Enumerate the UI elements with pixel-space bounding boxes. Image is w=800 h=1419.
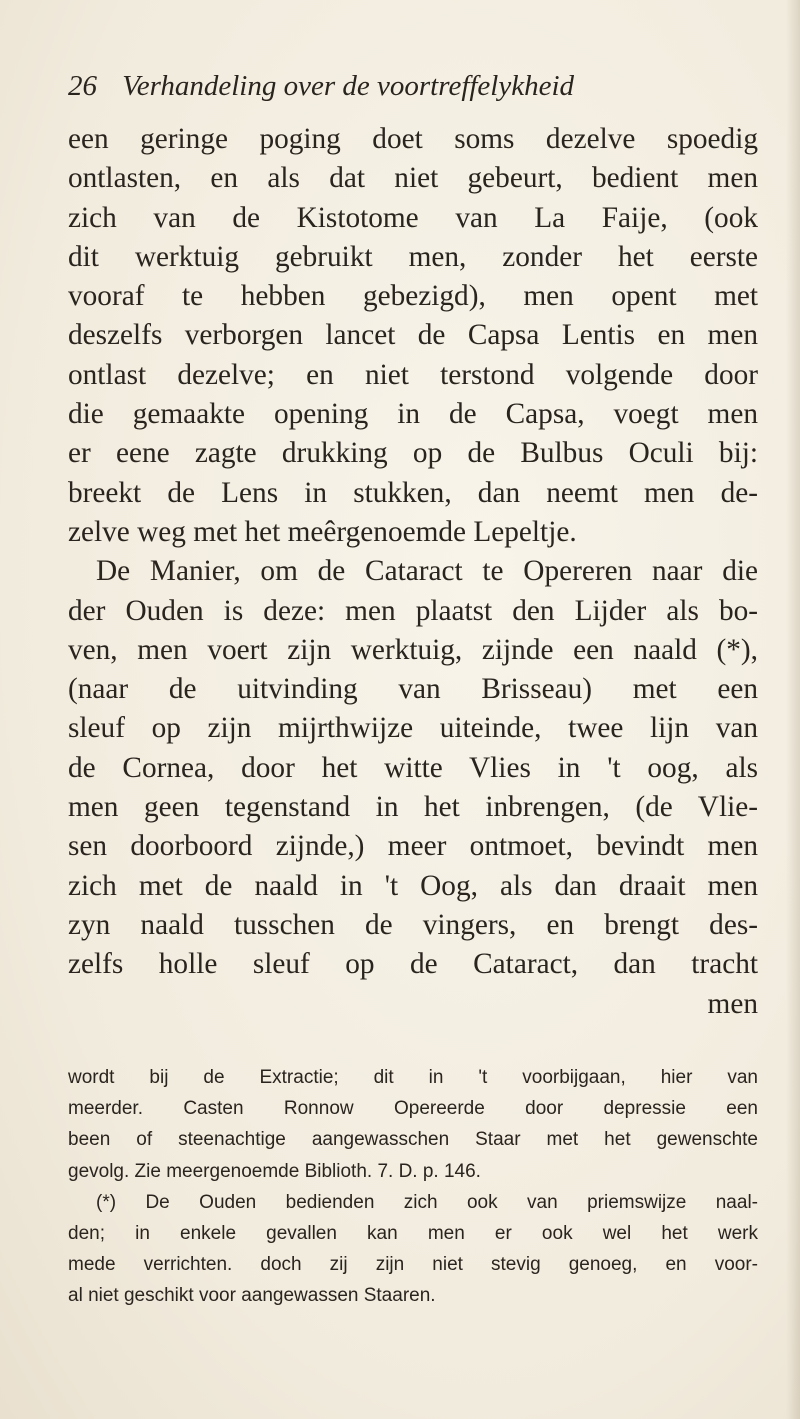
body-text (68, 120, 758, 1024)
body-line: ven, men voert zijn werktuig, zijnde een naald (*), (68, 633, 758, 666)
body-line: men geen tegenstand in het inbrengen, (de Vlie- (68, 791, 758, 824)
body-line: zyn naald tusschen de vingers, en brengt des- (68, 908, 758, 941)
body-line: breekt de Lens in stukken, dan neemt men de- (68, 476, 758, 509)
footnote-line: wordt bij de Extractie; dit in 't voorbijgaan, hier van (68, 1067, 758, 1088)
page-edge-shadow (786, 0, 800, 1419)
body-line: sleuf op zijn mijrthwijze uiteinde, twee lijn van (68, 712, 758, 745)
body-line: der Ouden is deze: men plaatst den Lijder als bo- (68, 594, 758, 627)
running-header (68, 70, 748, 114)
footnote-line: al niet geschikt voor aangewassen Staaren. (68, 1285, 436, 1307)
footnote-line: gevolg. Zie meergenoemde Biblioth. 7. D. p. 146. (68, 1160, 481, 1182)
catchword: men (707, 987, 758, 1020)
footnote-line: den; in enkele gevallen kan men er ook wel het werk (68, 1222, 758, 1244)
body-line: (naar de uitvinding van Brisseau) met een (68, 673, 758, 706)
body-line: zelve weg met het meêrgenoemde Lepeltje. (68, 515, 577, 548)
body-line: de Cornea, door het witte Vlies in 't oog, als (68, 751, 758, 784)
footnote-line: (*) De Ouden bedienden zich ook van priemswijze naal- (96, 1191, 758, 1213)
body-line: zich met de naald in 't Oog, als dan draait men (68, 869, 758, 902)
body-line: ontlast dezelve; en niet terstond volgende door (68, 358, 758, 391)
body-line: zich van de Kistotome van La Faije, (ook (68, 201, 758, 234)
body-line: vooraf te hebben gebezigd), men opent met (68, 280, 758, 313)
body-line: dit werktuig gebruikt men, zonder het eerste (68, 240, 758, 273)
body-line: er eene zagte drukking op de Bulbus Oculi bij: (68, 437, 758, 470)
body-line: een geringe poging doet soms dezelve spoedig (68, 123, 758, 155)
body-line: deszelfs verborgen lancet de Capsa Lentis en men (68, 319, 758, 352)
footnote-line: mede verrichten. doch zij zijn niet stevig genoeg, en voor- (68, 1254, 758, 1276)
page-number: 26 (68, 70, 97, 102)
running-title: Verhandeling over de voortreffelykheid (122, 70, 575, 102)
footnote-line: been of steenachtige aangewasschen Staar met het gewenschte (68, 1129, 758, 1151)
footnote-line: meerder. Casten Ronnow Opereerde door depressie een (68, 1098, 758, 1120)
body-line: sen doorboord zijnde,) meer ontmoet, bevindt men (68, 830, 758, 863)
footnotes (68, 1062, 758, 1312)
body-line: ontlasten, en als dat niet gebeurt, bedient men (68, 162, 758, 195)
body-line: De Manier, om de Cataract te Opereren naar die (96, 555, 758, 588)
body-line: die gemaakte opening in de Capsa, voegt men (68, 398, 758, 431)
body-line: zelfs holle sleuf op de Cataract, dan tracht (68, 948, 758, 981)
